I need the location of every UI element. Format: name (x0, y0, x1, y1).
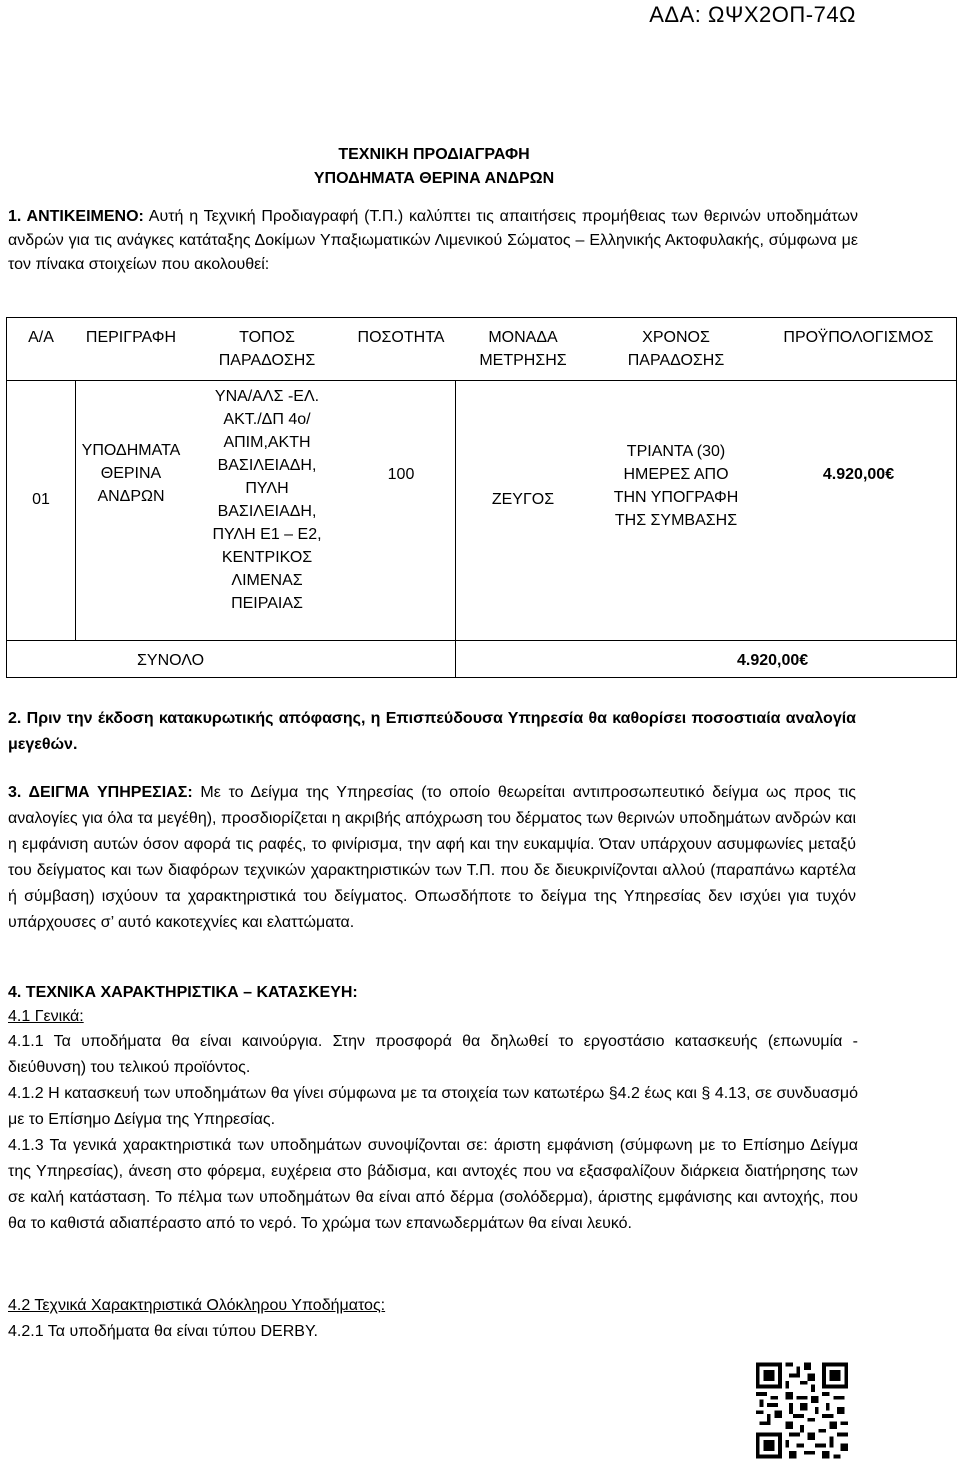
row-time-line: ΤΡΙΑΝΤΑ (30) (626, 443, 726, 460)
row-time-line: ΗΜΕΡΕΣ ΑΠΟ (623, 466, 729, 483)
row-place-line: ΠΕΙΡΑΙΑΣ (231, 595, 303, 612)
row-place-line: ΠΥΛΗ (245, 480, 289, 497)
row-unit: ΖΕΥΓΟΣ (491, 491, 555, 508)
header-time-line: ΠΑΡΑΔΟΣΗΣ (627, 352, 725, 369)
row-description-line: ΑΝΔΡΩΝ (97, 488, 165, 505)
row-budget: 4.920,00€ (822, 466, 895, 483)
row-time (591, 440, 761, 532)
paragraph-4-1-1: 4.1.1 Τα υποδήματα θα είναι καινούργια. Στην προσφορά θα δηλωθεί το εργοστάσιο κατασκευής (επωνυμία - διεύθυνση) του τελικού προϊόντος. (8, 1033, 858, 1076)
paragraph-4-2-1: 4.2.1 Τα υποδήματα θα είναι τύπου DERBY. (8, 1323, 318, 1340)
document-subtitle: ΥΠΟΔΗΜΑΤΑ ΘΕΡΙΝΑ ΑΝΔΡΩΝ (313, 170, 555, 187)
header-place-line: ΤΟΠΟΣ (239, 329, 295, 346)
total-value: 4.920,00€ (737, 652, 809, 669)
header-time-line: ΧΡΟΝΟΣ (642, 329, 710, 346)
header-place-line: ΠΑΡΑΔΟΣΗΣ (218, 352, 316, 369)
row-place-line: ΛΙΜΕΝΑΣ (231, 572, 303, 589)
row-place-line: ΥΝΑ/ΑΛΣ -ΕΛ. (214, 388, 320, 405)
row-time-line: ΤΗΣ ΣΥΜΒΑΣΗΣ (614, 512, 738, 529)
table-divider-1 (75, 380, 76, 640)
section-4-2-heading: 4.2 Τεχνικά Χαρακτηριστικά Ολόκληρου Υποδήματος: (8, 1297, 386, 1314)
row-description-line: ΥΠΟΔΗΜΑΤΑ (81, 442, 181, 459)
row-quantity: 100 (387, 466, 415, 483)
section-2-paragraph: 2. Πριν την έκδοση κατακυρωτικής απόφασης, η Επισπεύδουσα Υπηρεσία θα καθορίσει ποσοστιαία αναλογία μεγεθών. (8, 710, 856, 753)
header-description: ΠΕΡΙΓΡΑΦΗ (85, 329, 177, 346)
qr-code-icon (756, 1362, 848, 1459)
paragraph-4-1-3: 4.1.3 Τα γενικά χαρακτηριστικά των υποδημάτων συνοψίζονται σε: άριστη εμφάνιση (σύμφωνη με το Επίσημο Δείγμα της Υπηρεσίας), άνεση στο φόρεμα, ευχέρεια στο βάδισμα, και αντοχές που να εξασφαλίζουν διάρκεια διατήρησης των σε καλή κατάσταση. Το πέλμα των υποδημάτων θα είναι από δέρμα (σολόδερμα), άριστης εμφάνισης και αντοχής, που θα το καθιστά αδιαπέραστο από το νερό. Το χρώμα των επανωδερμάτων θα είναι λευκό. (8, 1137, 858, 1232)
supply-table (6, 317, 957, 678)
section-1-text: Αυτή η Τεχνική Προδιαγραφή (Τ.Π.) καλύπτει τις απαιτήσεις προμήθειας των θερινών υποδημάτων ανδρών για τις ανάγκες κατάταξης Δοκίμων Υπαξιωματικών Λιμενικού Σώματος – Ελληνικής Ακτοφυλακής, σύμφωνα με τον πίνακα στοιχείων που ακολουθεί: (8, 208, 859, 273)
section-3-paragraph (8, 780, 856, 936)
row-place-line: ΚΕΝΤΡΙΚΟΣ (221, 549, 313, 566)
row-place (187, 385, 347, 615)
section-1-paragraph (8, 205, 858, 277)
row-time-line: ΤΗΝ ΥΠΟΓΡΑΦΗ (613, 489, 739, 506)
header-quantity: ΠΟΣΟΤΗΤΑ (357, 329, 445, 346)
row-place-line: ΒΑΣΙΛΕΙΑΔΗ, (217, 503, 317, 520)
section-4-heading: 4. ΤΕΧΝΙΚΑ ΧΑΡΑΚΤΗΡΙΣΤΙΚΑ – ΚΑΤΑΣΚΕΥΗ: (8, 984, 358, 1001)
table-total-divider (7, 640, 956, 641)
section-1-lead: 1. ΑΝΤΙΚΕΙΜΕΝΟ: (8, 208, 144, 225)
header-place (187, 326, 347, 372)
row-description (75, 439, 187, 508)
table-divider-2 (455, 380, 456, 677)
row-place-line: ΠΥΛΗ Ε1 – Ε2, (212, 526, 322, 543)
header-unit (455, 326, 591, 372)
header-budget: ΠΡΟΫΠΟΛΟΓΙΣΜΟΣ (783, 329, 934, 346)
ada-code: ΑΔΑ: ΩΨΧ2ΟΠ-74Ω (649, 2, 856, 27)
row-aa: 01 (32, 491, 50, 508)
header-aa: Α/Α (28, 329, 54, 346)
section-3-text: Με το Δείγμα της Υπηρεσίας (το οποίο θεωρείται αντιπροσωπευτικό δείγμα ως προς τις αναλογίες για όλα τα μεγέθη), προσδιορίζεται η ακριβής απόχρωση του δέρματος των θερινών υποδημάτων ανδρών και η εμφάνιση αυτών όσον αφορά τις ραφές, το φινίρισμα, την αφή και την ευκαμψία. Όταν υπάρχουν ασυμφωνίες μεταξύ του δείγματος και των διαφόρων τεχνικών χαρακτηριστικών των Τ.Π. που δε διευκρινίζονται αλλού (παραπάνω καρτέλα ή σύμβαση) ισχύουν τα χαρακτηριστικά του δείγματος. Οπωσδήποτε το δείγμα της Υπηρεσίας δεν ισχύει για τυχόν υπάρχουσες σ’ αυτό κακοτεχνίες και ελαττώματα. (8, 784, 857, 931)
section-4-1-heading: 4.1 Γενικά: (8, 1008, 84, 1025)
header-unit-line: ΜΟΝΑΔΑ (488, 329, 558, 346)
paragraph-4-1-2: 4.1.2 Η κατασκευή των υποδημάτων θα γίνει σύμφωνα με τα στοιχεία των κατωτέρω §4.2 έως και § 4.13, σε συνδυασμό με το Επίσημο Δείγμα της Υπηρεσίας. (8, 1085, 858, 1128)
row-place-line: ΑΠΙΜ,ΑΚΤΗ (223, 434, 311, 451)
total-label: ΣΥΝΟΛΟ (137, 652, 205, 669)
table-header-divider (7, 380, 956, 381)
row-place-line: ΑΚΤ./ΔΠ 4ο/ (223, 411, 311, 428)
section-3-lead: 3. ΔΕΙΓΜΑ ΥΠΗΡΕΣΙΑΣ: (8, 784, 193, 801)
header-unit-line: ΜΕΤΡΗΣΗΣ (479, 352, 567, 369)
document-title: ΤΕΧΝΙΚΗ ΠΡΟΔΙΑΓΡΑΦΗ (338, 146, 530, 163)
header-time (591, 326, 761, 372)
row-place-line: ΒΑΣΙΛΕΙΑΔΗ, (217, 457, 317, 474)
row-description-line: ΘΕΡΙΝΑ (100, 465, 162, 482)
